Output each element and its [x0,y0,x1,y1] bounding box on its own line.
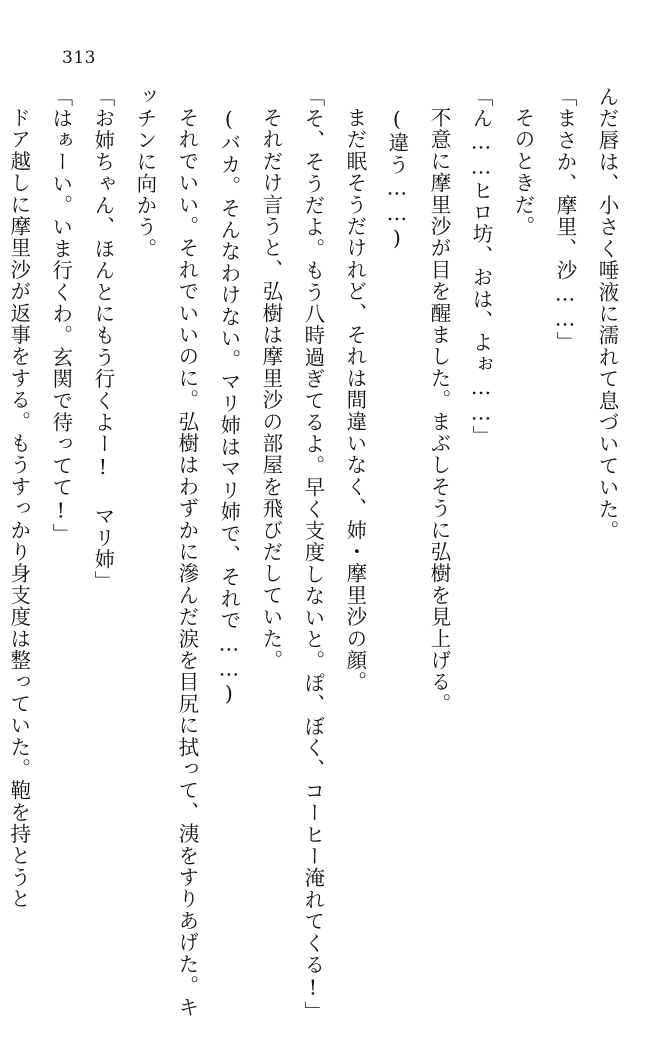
paragraph: 「はぁーい。いま行くわ。玄関で待ってて!」 [48,86,73,546]
page-number: 313 [62,48,96,68]
paragraph: (違う……) [384,106,409,251]
paragraph: んだ唇は、小さく唾液に濡れて息づいていた。 [595,86,619,542]
paragraph: 「そ、そうだよ。もう八時過ぎてるよ。早く支度しないと。ぽ、ぼく、コーヒー淹れてくる!」 [300,86,325,1023]
paragraph: ドア越しに摩里沙が返事をする。もうすっかり身支度は整っていた。鞄を持とうと [6,106,31,910]
paragraph: そのときだ。 [510,106,535,237]
paragraph: まだ眠そうだけれど、それは間違いなく、姉・摩里沙の顔。 [342,106,367,693]
paragraph: それだけ言うと、弘樹は摩里沙の部屋を飛びだしていた。 [258,106,283,671]
paragraph: 不意に摩里沙が目を醒ました。まぶしそうに弘樹を見上げる。 [426,106,451,715]
paragraph: (バカ。そんなわけない。マリ姉はマリ姉で、それで……) [216,106,241,707]
vertical-text-body [6,86,628,1023]
paragraph: 「まさか、摩里、沙……」 [552,86,577,354]
paragraph: 「お姉ちゃん、ほんとにもう行くよー! マリ姉」 [90,86,115,593]
paragraph: それでいい。それでいいのに。弘樹はわずかに滲んだ涙を目尻に拭って、洟をすりあげた。キッチンに向かう。 [132,86,199,1018]
paragraph: 「ん……ヒロ坊、おは、よぉ……」 [468,86,493,448]
